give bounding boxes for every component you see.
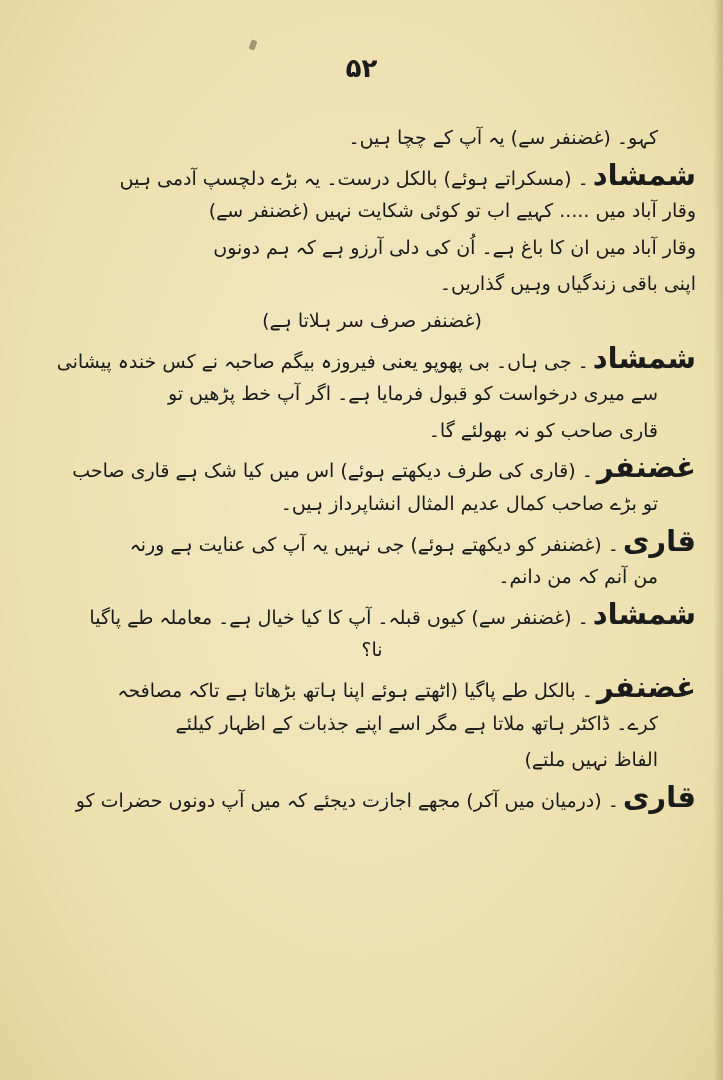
page-number: ۵۲	[345, 54, 378, 84]
dialogue-paragraph	[48, 157, 696, 340]
text-line	[48, 559, 696, 596]
text-line	[48, 303, 696, 340]
line-text: ۔ (غضنفر سے) کیوں قبلہ۔ آپ کا کیا خیال ہے۔ معاملہ طے پاگیا	[89, 606, 589, 629]
text-line	[48, 193, 696, 230]
line-text: وقار آباد میں ان کا باغ ہے۔ اُن کی دلی آرزو ہے کہ ہم دونوں	[213, 236, 696, 259]
text-line	[48, 632, 696, 669]
text-paragraph	[48, 120, 696, 157]
speaker-name: شمشاد	[592, 596, 696, 631]
text-line	[48, 779, 696, 816]
speaker-name: قاری	[622, 779, 696, 814]
line-text: ۔ (قاری کی طرف دیکھتے ہوئے) اس میں کیا شک ہے قاری صاحب	[72, 460, 593, 483]
text-line	[48, 449, 696, 486]
line-text: ۔ بالکل طے پاگیا (اٹھتے ہوئے اپنا ہاتھ بڑھاتا ہے تاکہ مصافحہ	[117, 679, 593, 702]
text-line	[48, 266, 696, 303]
speaker-name: غضنفر	[596, 669, 696, 704]
text-line	[48, 413, 696, 450]
line-text: ۔ (غضنفر کو دیکھتے ہوئے) جی نہیں یہ آپ کی عنایت ہے ورنہ	[129, 533, 619, 556]
dialogue-paragraph	[48, 779, 696, 816]
dialogue-paragraph	[48, 449, 696, 522]
dialogue-paragraph	[48, 340, 696, 450]
text-line	[48, 596, 696, 633]
text-line	[48, 523, 696, 560]
line-text: من آنم کہ من دانم۔	[498, 566, 658, 589]
page-fold-shadow	[713, 0, 723, 1080]
line-text: الفاظ نہیں ملتے)	[524, 749, 658, 772]
dialogue-paragraph	[48, 523, 696, 596]
dialogue-paragraph	[48, 596, 696, 669]
line-text: سے میری درخواست کو قبول فرمایا ہے۔ اگر آپ خط پڑھیں تو	[168, 383, 658, 406]
text-line	[48, 120, 696, 157]
line-text: ۔ (درمیان میں آکر) مجھے اجازت دیجئے کہ میں آپ دونوں حضرات کو	[75, 789, 619, 812]
line-text: کرے۔ ڈاکٹر ہاتھ ملاتا ہے مگر اسے اپنے جذبات کے اظہار کیلئے	[175, 712, 658, 735]
line-text: اپنی باقی زندگیاں وہیں گذاریں۔	[439, 273, 696, 296]
speaker-name: شمشاد	[592, 157, 696, 192]
text-line	[48, 742, 696, 779]
speaker-name: غضنفر	[596, 450, 696, 485]
line-text: وقار آباد میں ..... کہیے اب تو کوئی شکایت نہیں (غضنفر سے)	[208, 200, 696, 223]
line-text: قاری صاحب کو نہ بھولئے گا۔	[428, 419, 658, 442]
text-line	[48, 340, 696, 377]
text-line	[48, 230, 696, 267]
text-line	[48, 706, 696, 743]
speaker-name: شمشاد	[592, 340, 696, 375]
text-line	[48, 486, 696, 523]
line-text: تو بڑے صاحب کمال عدیم المثال انشاپرداز ہیں۔	[280, 492, 658, 515]
text-line	[48, 157, 696, 194]
line-text: ۔ جی ہاں۔ بی پھوپو یعنی فیروزہ بیگم صاحبہ نے کس خندہ پیشانی	[56, 350, 589, 373]
line-text: کہو۔ (غضنفر سے) یہ آپ کے چچا ہیں۔	[348, 127, 658, 149]
line-text: ۔ (مسکراتے ہوئے) بالکل درست۔ یہ بڑے دلچسپ آدمی ہیں	[119, 167, 589, 190]
dialogue-paragraph	[48, 669, 696, 779]
ink-mark	[248, 39, 257, 50]
text-line	[48, 669, 696, 706]
text-line	[48, 376, 696, 413]
line-text: (غضنفر صرف سر ہلاتا ہے)	[262, 309, 482, 332]
speaker-name: قاری	[622, 523, 696, 558]
line-text: نا؟	[361, 639, 383, 662]
page-text	[48, 120, 696, 815]
